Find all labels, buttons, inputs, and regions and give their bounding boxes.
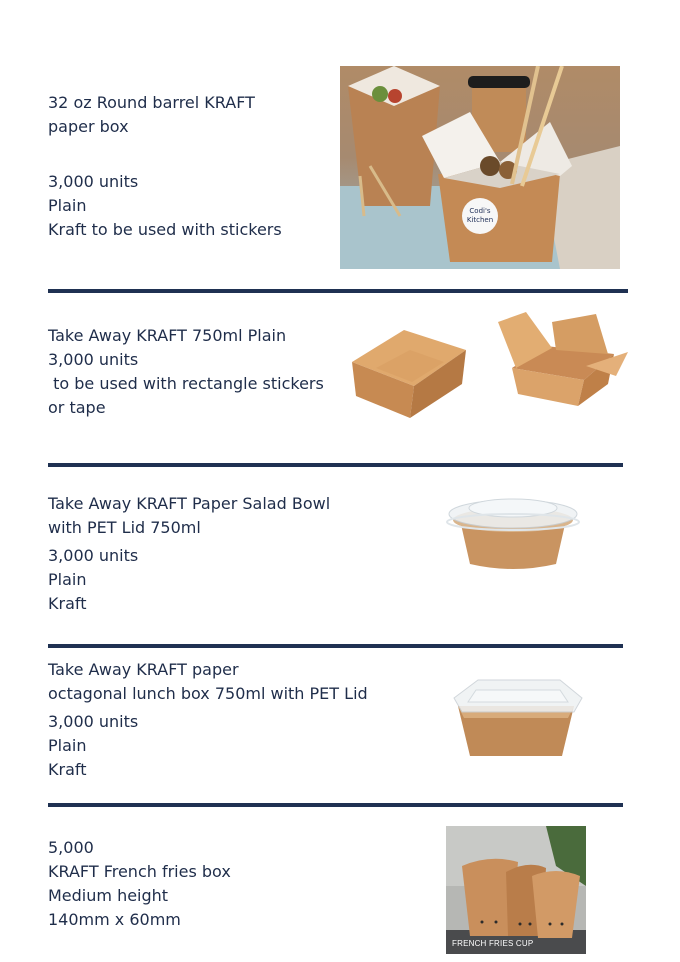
kraft-octagonal-lunch-box [448,672,588,764]
kraft-french-fries-cups-photo [446,826,586,954]
product-1-details: 3,000 units Plain Kraft to be used with stickers [48,172,282,239]
product-2-title: Take Away KRAFT 750ml Plain [48,326,287,345]
section-divider-1 [48,289,628,293]
section-divider-3 [48,644,623,648]
product-3-details: 3,000 units Plain Kraft [48,546,139,613]
sticker-line-2: Kitchen [466,216,494,224]
sticker-line-1: Codi's [469,207,491,215]
round-barrel-kraft-box-photo [340,66,620,269]
product-3-title: Take Away KRAFT Paper Salad Bowl with PET Lid 750ml [48,494,331,537]
fries-photo-caption: FRENCH FRIES CUP [452,939,534,948]
product-5-title: 5,000 KRAFT French fries box Medium height 140mm x 60mm [48,838,231,929]
kraft-salad-bowl-with-lid [446,486,580,574]
product-4-title: Take Away KRAFT paper octagonal lunch box 750ml with PET Lid [48,660,368,703]
product-2-details: 3,000 units to be used with rectangle stickers or tape [48,350,324,417]
kraft-takeaway-box-closed-and-open [346,310,632,424]
section-divider-4 [48,803,623,807]
product-4-details: 3,000 units Plain Kraft [48,712,139,779]
section-divider-2 [48,463,623,467]
product-1-title: 32 oz Round barrel KRAFT paper box [48,93,255,136]
